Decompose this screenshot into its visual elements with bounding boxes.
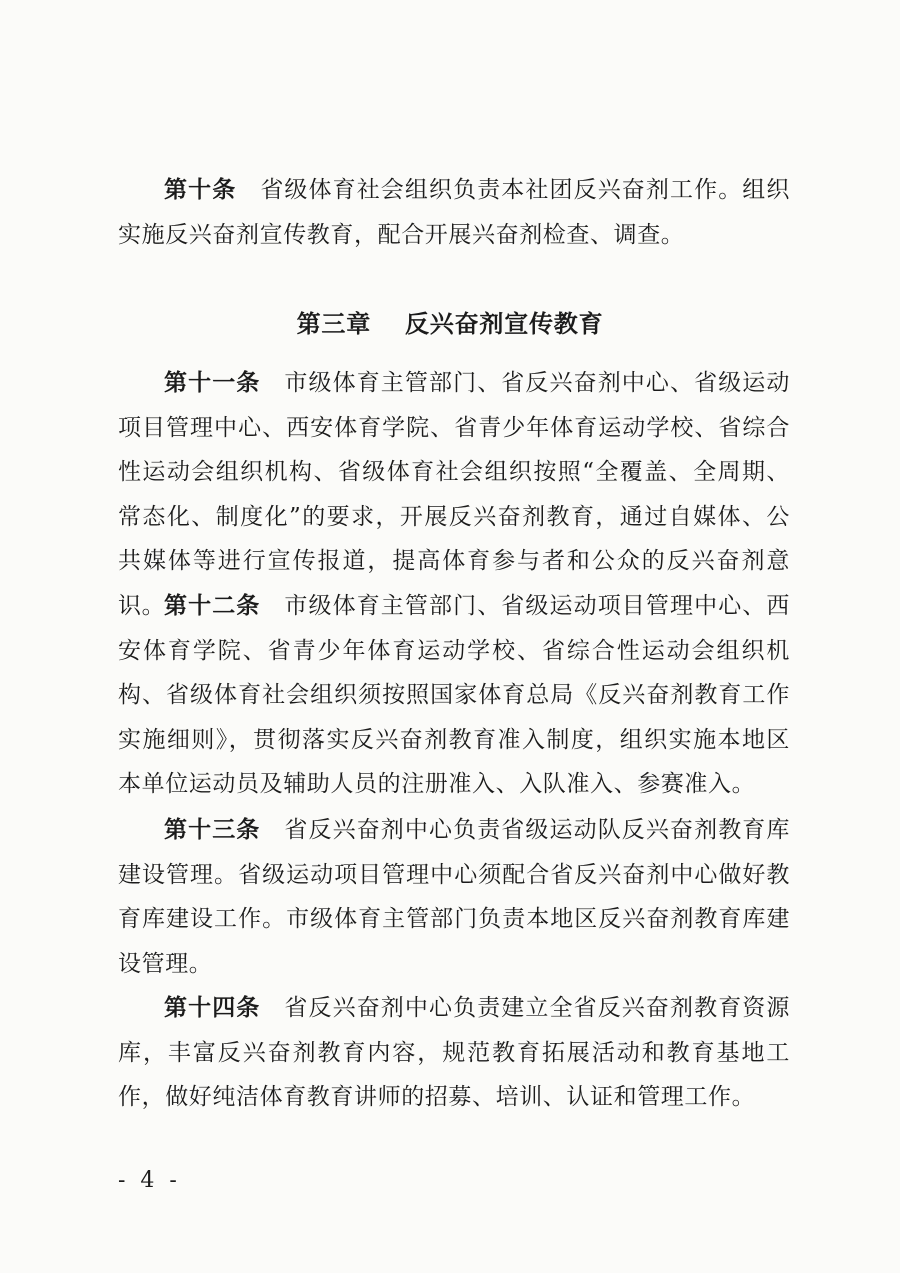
chapter-heading <box>0 304 900 339</box>
chapter-number: 第三章 <box>296 310 371 338</box>
article-text: 省反兴奋剂中心负责建立全省反兴奋剂教育资源库，丰富反兴奋剂教育内容，规范教育拓展活动和教育基地工作，做好纯洁体育教育讲师的招募、培训、认证和管理工作。 <box>118 995 790 1110</box>
page-number: - 4 - <box>118 1168 181 1193</box>
article-number: 第十一条 <box>164 370 261 396</box>
article-13 <box>118 808 790 986</box>
article-text: 市级体育主管部门、省反兴奋剂中心、省级运动项目管理中心、西安体育学院、省青少年体育运动学校、省综合性运动会组织机构、省级体育社会组织按照“全覆盖、全周期、常态化、制度化”的要求，开展反兴奋剂教育，通过自媒体、公共媒体等进行宣传报道，提高体育参与者和公众的反兴奋剂意识。 <box>118 370 790 619</box>
article-number: 第十条 <box>164 177 237 203</box>
article-10 <box>118 168 790 257</box>
article-number: 第十二条 <box>164 593 261 619</box>
article-number: 第十四条 <box>164 995 261 1021</box>
article-number: 第十三条 <box>164 817 261 843</box>
chapter-title: 反兴奋剂宣传教育 <box>405 310 604 338</box>
article-text: 市级体育主管部门、省级运动项目管理中心、西安体育学院、省青少年体育运动学校、省综合性运动会组织机构、省级体育社会组织须按照国家体育总局《反兴奋剂教育工作实施细则》，贯彻落实反兴奋剂教育准入制度，组织实施本地区本单位运动员及辅助人员的注册准入、入队准入、参赛准入。 <box>118 593 790 797</box>
article-12 <box>118 584 790 807</box>
article-text: 省反兴奋剂中心负责省级运动队反兴奋剂教育库建设管理。省级运动项目管理中心须配合省反兴奋剂中心做好教育库建设工作。市级体育主管部门负责本地区反兴奋剂教育库建设管理。 <box>118 817 790 977</box>
article-14 <box>118 986 790 1120</box>
article-text: 省级体育社会组织负责本社团反兴奋剂工作。组织实施反兴奋剂宣传教育，配合开展兴奋剂检查、调查。 <box>118 177 790 248</box>
